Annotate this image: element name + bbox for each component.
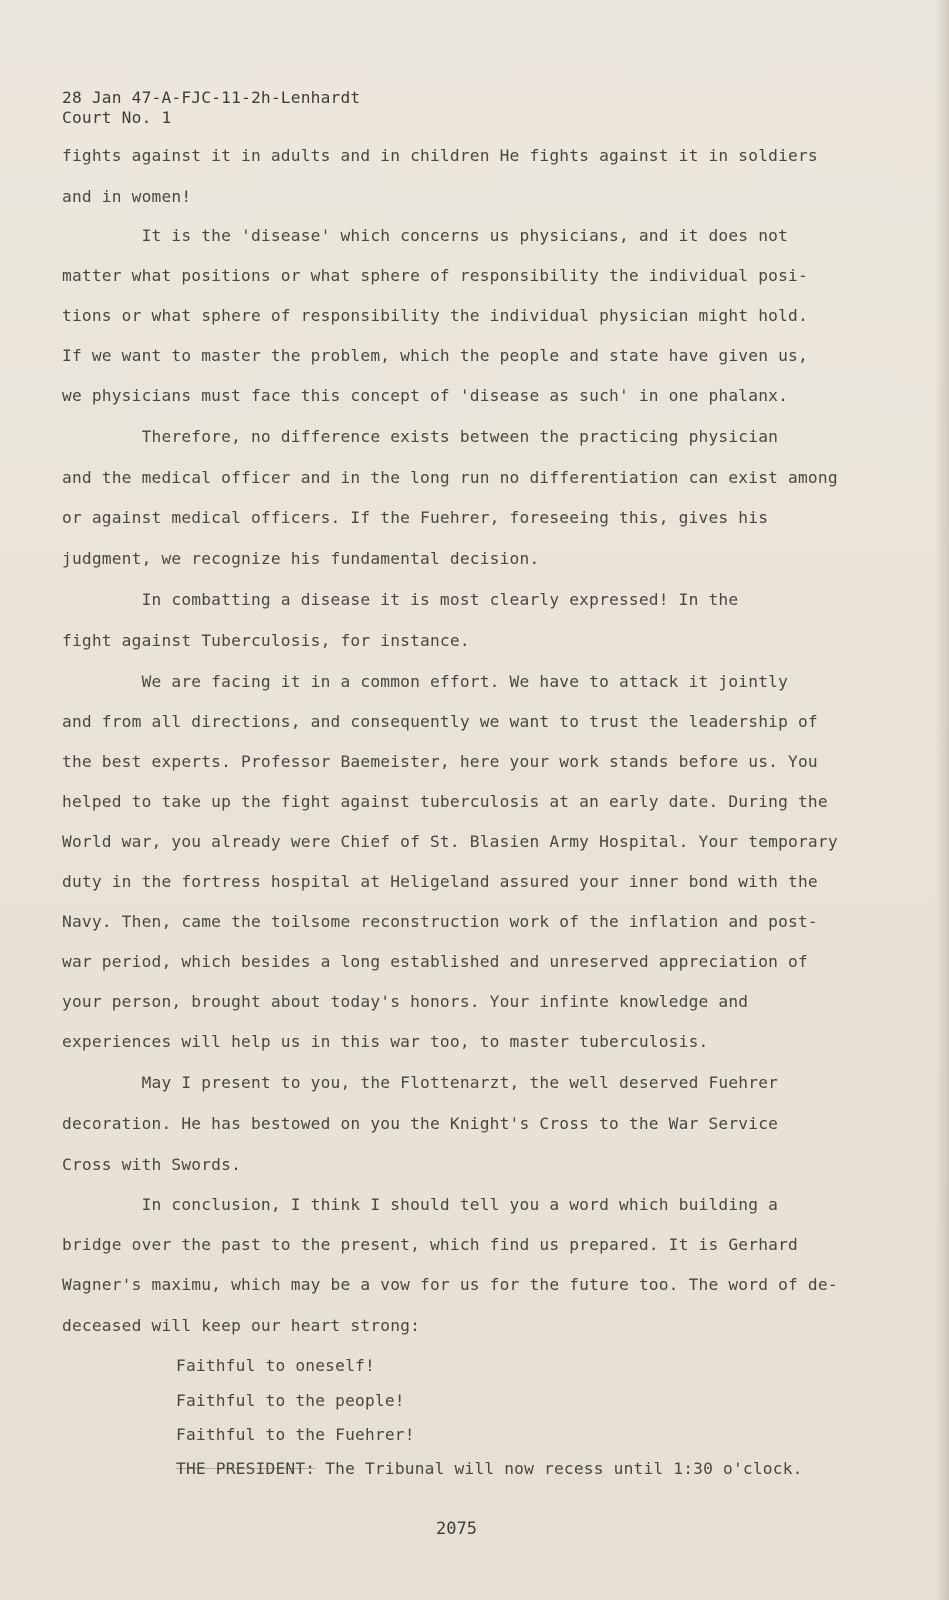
text-line: war period, which besides a long established and unreserved appreciation of <box>62 952 808 971</box>
text-line: In combatting a disease it is most clearly expressed! In the <box>62 590 739 609</box>
text-line: duty in the fortress hospital at Heligeland assured your inner bond with the <box>62 872 818 891</box>
text-line: World war, you already were Chief of St. Blasien Army Hospital. Your temporary <box>62 832 838 851</box>
text-line: In conclusion, I think I should tell you a word which building a <box>62 1195 779 1214</box>
closing-line: Faithful to the people! <box>176 1391 405 1410</box>
text-line: We are facing it in a common effort. We have to attack it jointly <box>62 672 789 691</box>
text-line: and the medical officer and in the long run no differentiation can exist among <box>62 468 838 487</box>
text-line: It is the 'disease' which concerns us physicians, and it does not <box>62 226 789 245</box>
text-line: If we want to master the problem, which the people and state have given us, <box>62 346 808 365</box>
text-line: tions or what sphere of responsibility the individual physician might hold. <box>62 306 808 325</box>
text-line: or against medical officers. If the Fuehrer, foreseeing this, gives his <box>62 508 769 527</box>
text-line: judgment, we recognize his fundamental decision. <box>62 549 540 568</box>
text-line: fight against Tuberculosis, for instance. <box>62 631 470 650</box>
text-line: experiences will help us in this war too, to master tuberculosis. <box>62 1032 709 1051</box>
president-text: The Tribunal will now recess until 1:30 o'clock. <box>315 1459 803 1478</box>
text-line: we physicians must face this concept of 'disease as such' in one phalanx. <box>62 386 789 405</box>
text-line: the best experts. Professor Baemeister, here your work stands before us. You <box>62 752 818 771</box>
text-line: deceased will keep our heart strong: <box>62 1316 421 1335</box>
text-line: Wagner's maximu, which may be a vow for us for the future too. The word of de- <box>62 1275 838 1294</box>
transcript-reference: 28 Jan 47-A-FJC-11-2h-Lenhardt <box>62 88 361 107</box>
text-line: your person, brought about today's honors. Your infinte knowledge and <box>62 992 749 1011</box>
president-statement <box>176 1459 803 1478</box>
text-line: matter what positions or what sphere of responsibility the individual posi- <box>62 266 808 285</box>
text-line: May I present to you, the Flottenarzt, the well deserved Fuehrer <box>62 1073 779 1092</box>
text-line: fights against it in adults and in children He fights against it in soldiers <box>62 146 818 165</box>
text-line: bridge over the past to the present, which find us prepared. It is Gerhard <box>62 1235 798 1254</box>
text-line: and from all directions, and consequently we want to trust the leadership of <box>62 712 818 731</box>
closing-line: Faithful to oneself! <box>176 1356 375 1375</box>
court-number: Court No. 1 <box>62 108 172 127</box>
text-line: helped to take up the fight against tuberculosis at an early date. During the <box>62 792 828 811</box>
text-line: Navy. Then, came the toilsome reconstruction work of the inflation and post- <box>62 912 818 931</box>
text-line: decoration. He has bestowed on you the Knight's Cross to the War Service <box>62 1114 779 1133</box>
page-number: 2075 <box>436 1519 477 1539</box>
text-line: and in women! <box>62 187 192 206</box>
text-line: Cross with Swords. <box>62 1155 242 1174</box>
speaker-label: THE PRESIDENT: <box>176 1459 316 1478</box>
closing-line: Faithful to the Fuehrer! <box>176 1425 415 1444</box>
text-line: Therefore, no difference exists between the practicing physician <box>62 427 779 446</box>
